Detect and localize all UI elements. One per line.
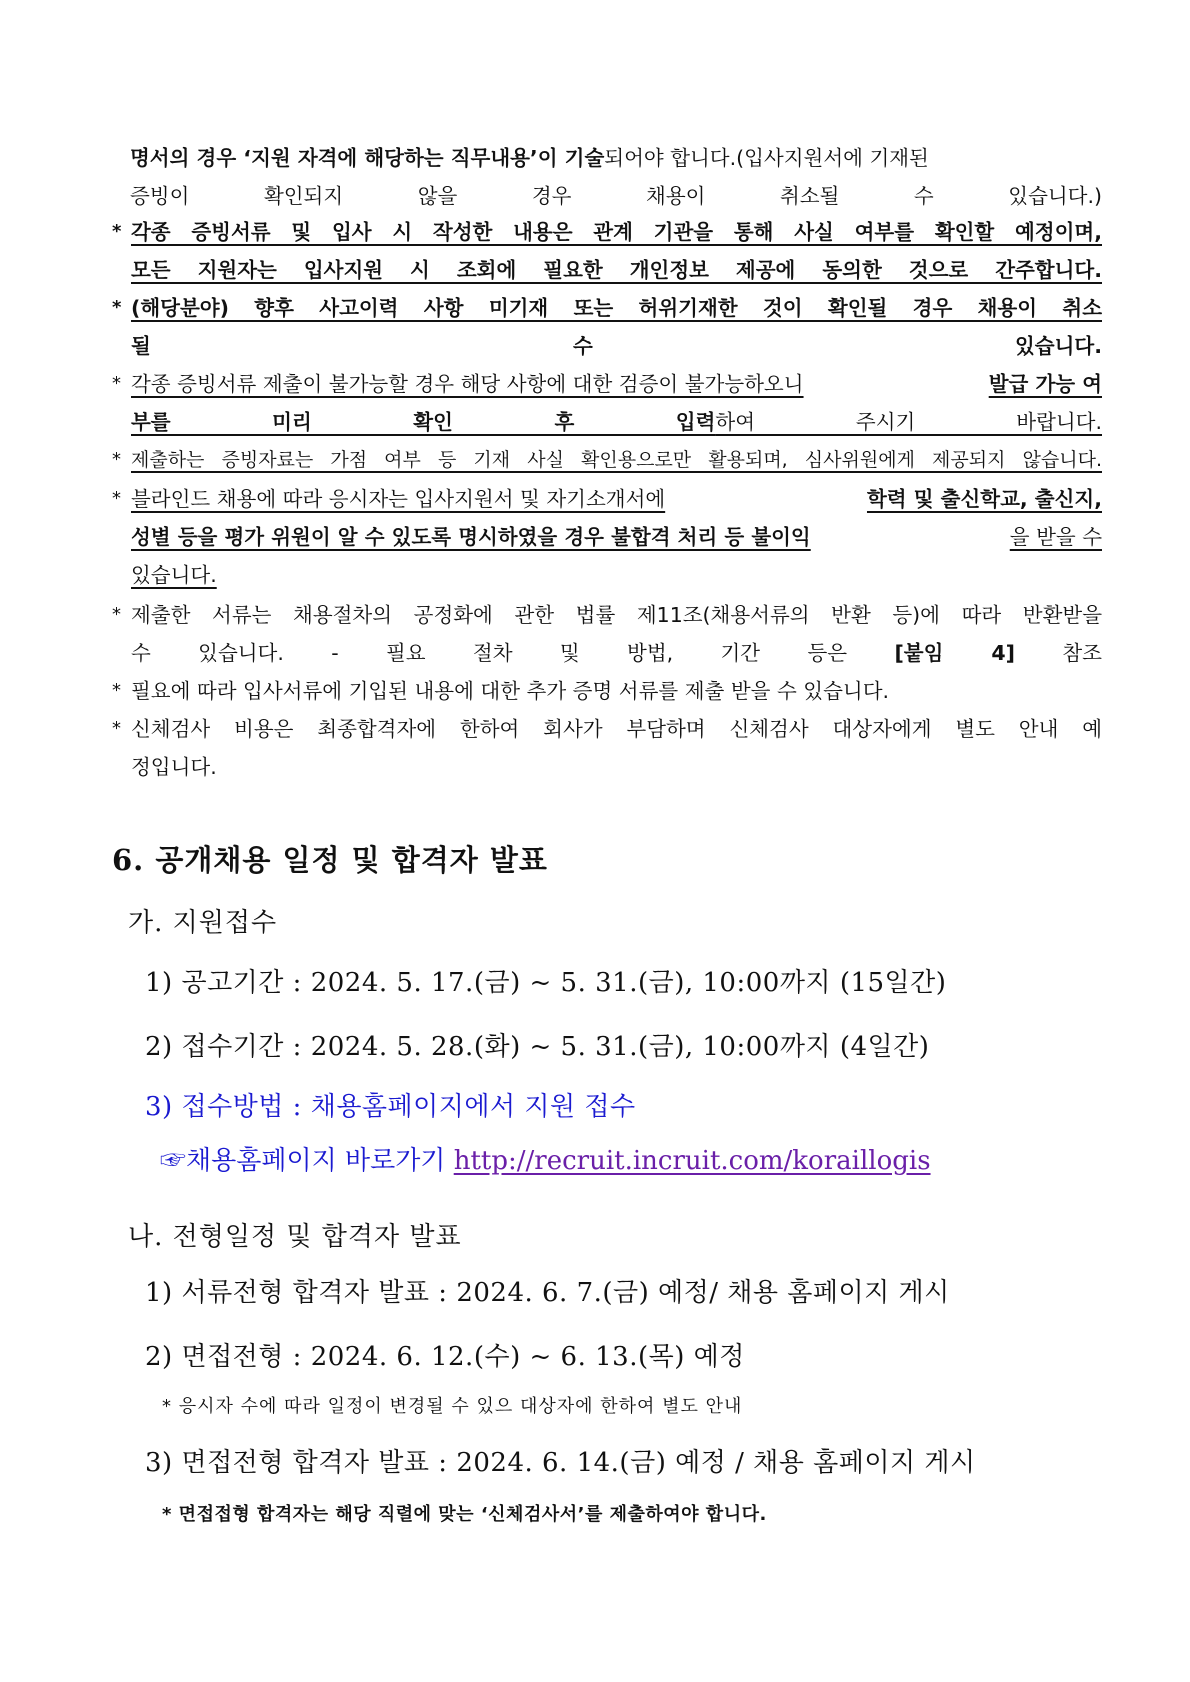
- asterisk-marker: *: [112, 488, 121, 509]
- subsection-application: 가. 지원접수: [128, 908, 278, 938]
- note-text: 증빙이 확인되지 않을 경우 채용이 취소될 수 있습니다.): [130, 184, 1102, 208]
- note-text: 제출하는 증빙자료는 가점 여부 등 기재 사실 확인용으로만 활용되며, 심사위원에게 제공되지 않습니다.: [131, 449, 1102, 471]
- asterisk-marker: *: [112, 373, 121, 394]
- note-additional-documents: [112, 672, 1102, 710]
- asterisk-marker: *: [112, 680, 121, 701]
- note-text: 각종 증빙서류 및 입사 시 작성한 내용은 관계 기관을 통해 사실 여부를 확인할 예정이며,: [131, 220, 1102, 244]
- note-text: 신체검사 비용은 최종합격자에 한하여 회사가 부담하며 신체검사 대상자에게 별도 안내 예: [131, 717, 1102, 741]
- note-document-return: [112, 596, 1102, 672]
- note-text: 하여 주시기 바랍니다.: [715, 410, 1102, 434]
- note-text: 블라인드 채용에 따라 응시자는 입사지원서 및 자기소개서에: [131, 487, 666, 511]
- note-text: 성별 등을 평가 위원이 알 수 있도록 명시하였을 경우 불합격 처리 등 불이익: [131, 525, 811, 549]
- schedule-item-document-result: 1) 서류전형 합격자 발표 : 2024. 6. 7.(금) 예정/ 채용 홈페이지 게시: [145, 1278, 950, 1308]
- note-qualification-continued: [112, 139, 1102, 215]
- asterisk-marker: *: [112, 718, 121, 739]
- schedule-item-application-period: 2) 접수기간 : 2024. 5. 28.(화) ~ 5. 31.(금), 10:00까지 (4일간): [145, 1032, 930, 1062]
- subsection-screening-schedule: 나. 전형일정 및 합격자 발표: [128, 1222, 462, 1252]
- note-text: 참조: [1062, 641, 1102, 665]
- note-text: 발급 가능 여: [988, 372, 1102, 396]
- recruit-homepage-link[interactable]: http://recruit.incruit.com/koraillogis: [453, 1146, 931, 1176]
- note-text: (해당분야) 향후 사고이력 사항 미기재 또는 허위기재한 것이 확인될 경우 채용이 취소: [131, 296, 1102, 320]
- note-text: 제출한 서류는 채용절차의 공정화에 관한 법률 제11조(채용서류의 반환 등)에 따라 반환받을: [131, 603, 1102, 627]
- link-prefix: ☞채용홈페이지 바로가기: [160, 1146, 454, 1176]
- note-text: 되어야 합니다.(입사지원서에 기재된: [604, 146, 929, 170]
- asterisk-marker: *: [112, 297, 122, 318]
- note-text: 명서의 경우 ‘지원 자격에 해당하는 직무내용’이 기술: [130, 146, 605, 170]
- asterisk-marker: *: [112, 604, 121, 625]
- asterisk-marker: *: [112, 449, 121, 470]
- schedule-item-interview: 2) 면접전형 : 2024. 6. 12.(수) ~ 6. 13.(목) 예정: [145, 1342, 745, 1372]
- note-text: 부를 미리 확인 후 입력: [131, 410, 716, 434]
- medical-certificate-note: * 면접접형 합격자는 해당 직렬에 맞는 ‘신체검사서’를 제출하여야 합니다.: [162, 1504, 767, 1525]
- interview-schedule-note: * 응시자 수에 따라 일정이 변경될 수 있으 대상자에 한하여 별도 안내: [162, 1396, 743, 1417]
- note-evidence-usage: [112, 441, 1102, 479]
- note-text: 정입니다.: [131, 755, 217, 779]
- schedule-item-notice-period: 1) 공고기간 : 2024. 5. 17.(금) ~ 5. 31.(금), 10:00까지 (15일간): [145, 968, 947, 998]
- note-text: 을 받을 수: [1009, 525, 1102, 549]
- schedule-item-interview-result: 3) 면접전형 합격자 발표 : 2024. 6. 14.(금) 예정 / 채용 홈페이지 게시: [145, 1448, 976, 1478]
- section-title: 6. 공개채용 일정 및 합격자 발표: [112, 843, 548, 877]
- note-text: 모든 지원자는 입사지원 시 조회에 필요한 개인정보 제공에 동의한 것으로 간주합니다.: [131, 258, 1102, 282]
- note-text: 필요에 따라 입사서류에 기입된 내용에 대한 추가 증명 서류를 제출 받을 수 있습니다.: [131, 679, 890, 703]
- note-accident-history: [112, 289, 1102, 365]
- note-text: [붙임 4]: [894, 641, 1016, 665]
- note-text: 수 있습니다. - 필요 절차 및 방법, 기간 등은: [131, 641, 848, 665]
- asterisk-marker: *: [112, 221, 122, 242]
- recruit-homepage-link-line: [160, 1140, 931, 1177]
- note-text: 있습니다.: [131, 563, 217, 587]
- note-document-issuance: [112, 365, 1102, 441]
- note-text: 학력 및 출신학교, 출신지,: [866, 487, 1102, 511]
- schedule-item-application-method: 3) 접수방법 : 채용홈페이지에서 지원 접수: [145, 1092, 636, 1122]
- note-text: 될 수 있습니다.: [131, 334, 1102, 358]
- note-blind-recruitment: [112, 480, 1102, 594]
- note-medical-exam: [112, 710, 1102, 786]
- note-verification: [112, 213, 1102, 289]
- note-text: 각종 증빙서류 제출이 불가능할 경우 해당 사항에 대한 검증이 불가능하오니: [131, 372, 804, 396]
